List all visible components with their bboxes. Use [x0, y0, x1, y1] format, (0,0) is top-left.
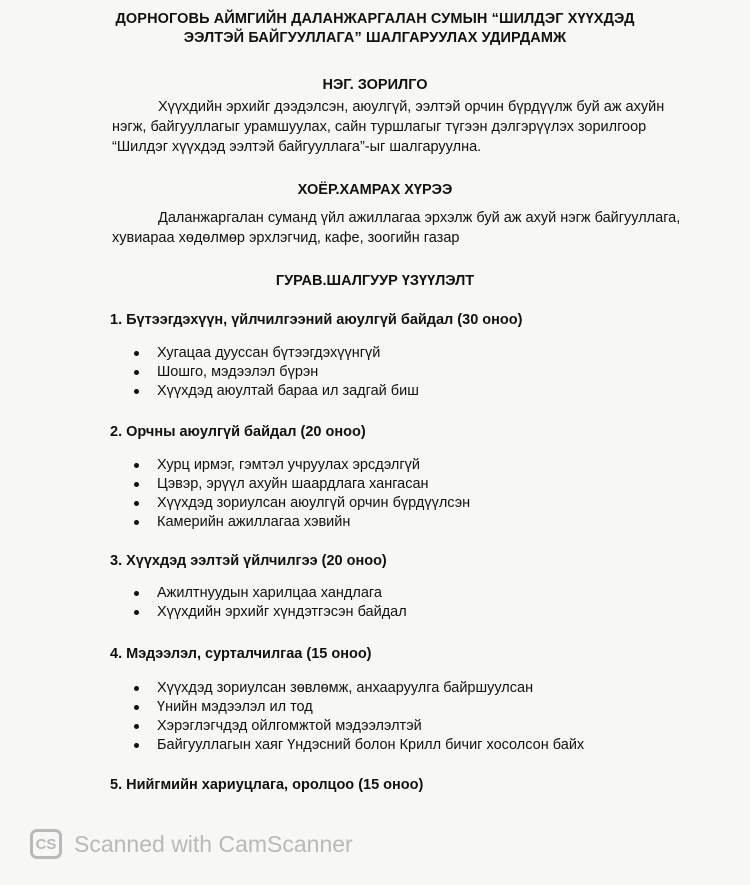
camscanner-logo-icon: CS: [30, 829, 62, 859]
scope-line-1: Даланжаргалан суманд үйл ажиллагаа эрхэлж буй аж ахуй нэгж байгууллага,: [158, 210, 681, 226]
criterion-4-list: [132, 679, 584, 755]
list-item: Хэрэглэгчдэд ойлгомжтой мэдээлэлтэй: [132, 717, 584, 736]
criterion-4-title: 4. Мэдээлэл, сурталчилгаа (15 оноо): [110, 646, 372, 662]
criterion-1-list: [132, 344, 419, 401]
document-title-line-1: ДОРНОГОВЬ АЙМГИЙН ДАЛАНЖАРГАЛАН СУМЫН “ШИЛДЭГ ХҮҮХДЭД: [115, 11, 635, 27]
criterion-5-title: 5. Нийгмийн хариуцлага, оролцоо (15 оноо): [110, 777, 424, 793]
goal-line-3: “Шилдэг хүүхдэд ээлтэй байгууллага”-ыг шалгаруулна.: [112, 139, 482, 155]
list-item: Камерийн ажиллагаа хэвийн: [132, 513, 470, 532]
document-title-line-2: ЭЭЛТЭЙ БАЙГУУЛЛАГА” ШАЛГАРУУЛАХ УДИРДАМЖ: [183, 30, 567, 46]
section-heading-criteria: ГУРАВ.ШАЛГУУР ҮЗҮҮЛЭЛТ: [275, 273, 475, 289]
list-item: Хүүхдийн эрхийг хүндэтгэсэн байдал: [132, 603, 407, 622]
goal-line-1: Хүүхдийн эрхийг дээдэлсэн, аюулгүй, ээлтэй орчин бүрдүүлж буй аж ахуйн: [158, 99, 665, 115]
scope-paragraph: [112, 208, 712, 248]
list-item: Байгууллагын хаяг Үндэсний болон Крилл бичиг хосолсон байх: [132, 736, 584, 755]
list-item: Хурц ирмэг, гэмтэл учруулах эрсдэлгүй: [132, 456, 470, 475]
goal-line-2: нэгж, байгууллагыг урамшуулах, сайн туршлагыг түгээн дэлгэрүүлэх зорилгоор: [112, 119, 647, 135]
list-item: Хүүхдэд зориулсан зөвлөмж, анхааруулга байршуулсан: [132, 679, 584, 698]
scope-line-2: хувиараа хөдөлмөр эрхлэгчид, кафе, зоогийн газар: [112, 230, 460, 246]
list-item: Хүүхдэд аюултай бараа ил задгай биш: [132, 382, 419, 401]
camscanner-watermark: [30, 824, 353, 864]
list-item: Үнийн мэдээлэл ил тод: [132, 698, 584, 717]
list-item: Цэвэр, эрүүл ахуйн шаардлага хангасан: [132, 475, 470, 494]
section-heading-scope: ХОЁР.ХАМРАХ ХҮРЭЭ: [297, 182, 453, 198]
goal-paragraph: [112, 97, 712, 157]
list-item: Ажилтнуудын харилцаа хандлага: [132, 584, 407, 603]
list-item: Хугацаа дууссан бүтээгдэхүүнгүй: [132, 344, 419, 363]
list-item: Хүүхдэд зориулсан аюулгүй орчин бүрдүүлсэн: [132, 494, 470, 513]
watermark-text: Scanned with CamScanner: [74, 830, 353, 857]
criterion-1-title: 1. Бүтээгдэхүүн, үйлчилгээний аюулгүй байдал (30 оноо): [110, 312, 523, 328]
criterion-3-list: [132, 584, 407, 622]
criterion-2-title: 2. Орчны аюулгүй байдал (20 оноо): [110, 424, 366, 440]
section-heading-goal: НЭГ. ЗОРИЛГО: [322, 77, 428, 93]
criterion-3-title: 3. Хүүхдэд ээлтэй үйлчилгээ (20 оноо): [110, 553, 387, 569]
criterion-2-list: [132, 456, 470, 532]
list-item: Шошго, мэдээлэл бүрэн: [132, 363, 419, 382]
